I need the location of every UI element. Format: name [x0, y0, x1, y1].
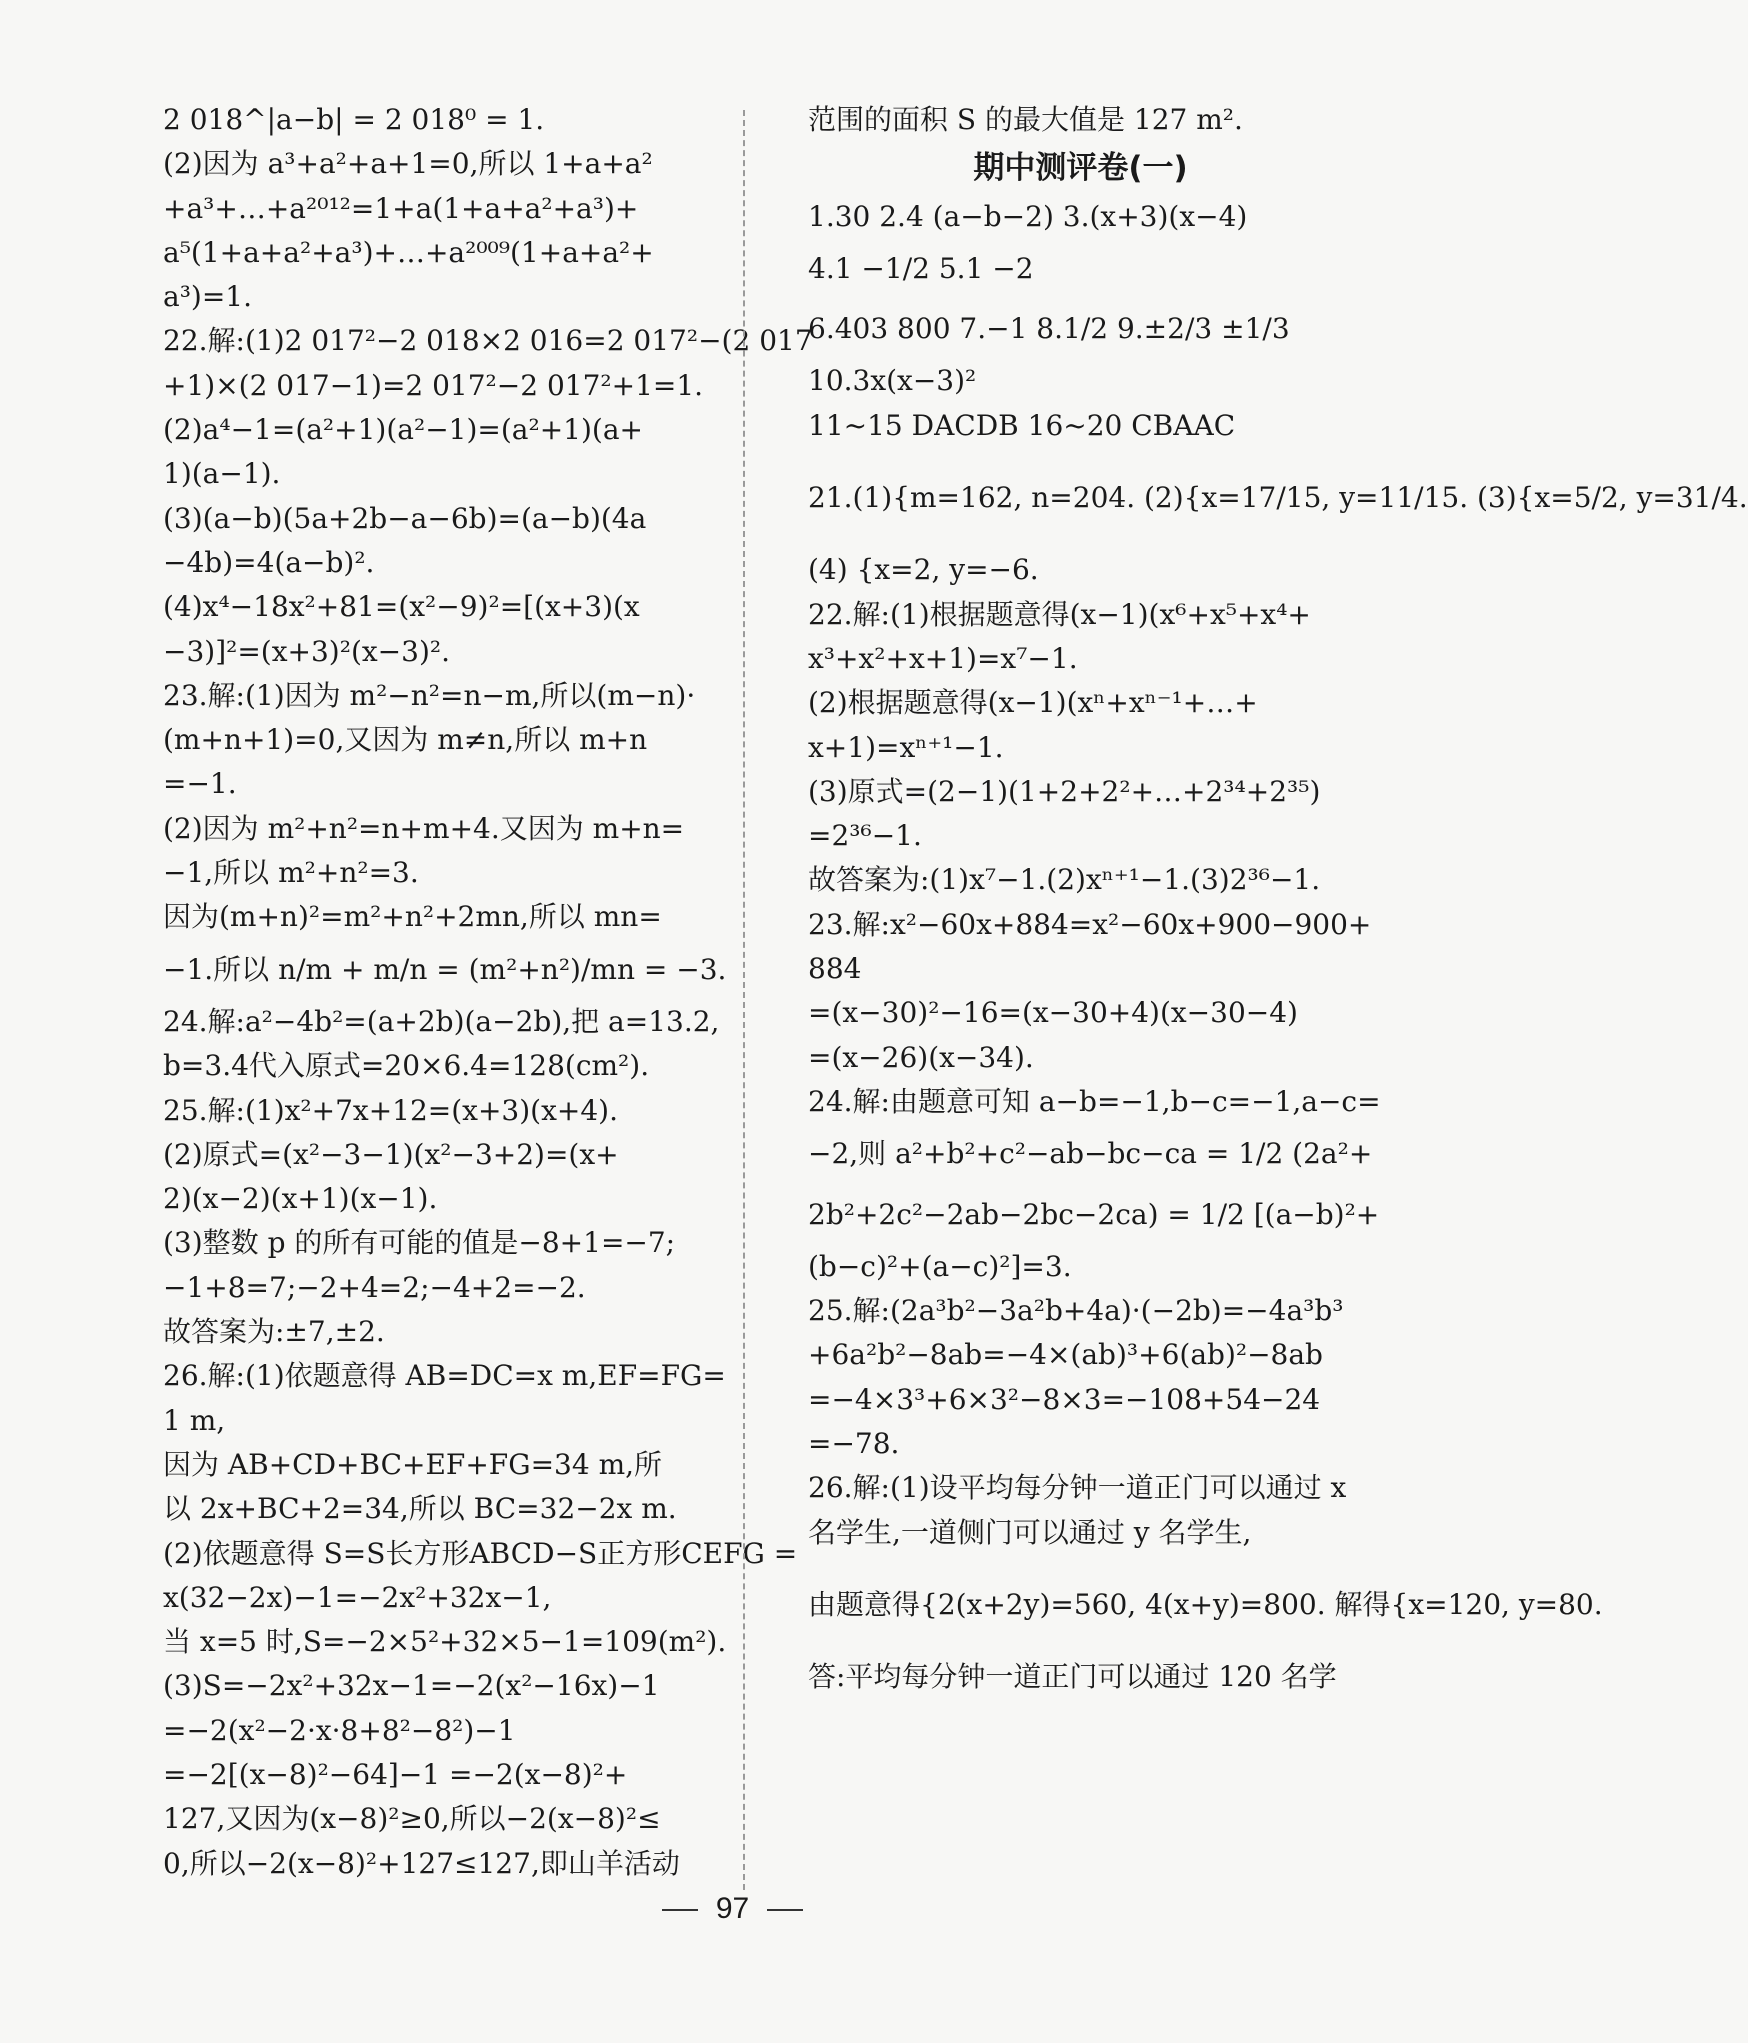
text-line: −1+8=7;−2+4=2;−4+2=−2. — [163, 1270, 586, 1304]
text-line: 答:平均每分钟一道正门可以通过 120 名学 — [808, 1660, 1337, 1694]
text-line: (2)a⁴−1=(a²+1)(a²−1)=(a²+1)(a+ — [163, 413, 643, 447]
text-line: 故答案为:±7,±2. — [163, 1315, 385, 1349]
text-line: 故答案为:(1)x⁷−1.(2)xⁿ⁺¹−1.(3)2³⁶−1. — [808, 863, 1321, 897]
answer-line: 6.403 800 7.−1 8.1/2 9.±2/3 ±1/3 — [808, 312, 1290, 346]
text-line: 当 x=5 时,S=−2×5²+32×5−1=109(m²). — [163, 1625, 727, 1659]
text-line: (3)整数 p 的所有可能的值是−8+1=−7; — [163, 1226, 676, 1260]
text-line: 因为(m+n)²=m²+n²+2mn,所以 mn= — [163, 900, 662, 934]
text-line: 26.解:(1)设平均每分钟一道正门可以通过 x — [808, 1471, 1347, 1505]
text-line: 24.解:a²−4b²=(a+2b)(a−2b),把 a=13.2, — [163, 1004, 720, 1038]
text-line: 25.解:(2a³b²−3a²b+4a)·(−2b)=−4a³b³ — [808, 1294, 1344, 1328]
text-line: +6a²b²−8ab=−4×(ab)³+6(ab)²−8ab — [808, 1338, 1323, 1372]
text-line: a⁵(1+a+a²+a³)+…+a²⁰⁰⁹(1+a+a²+ — [163, 235, 654, 269]
dash-left — [662, 1909, 698, 1911]
text-line: 1)(a−1). — [163, 457, 281, 491]
section-title: 期中测评卷(一) — [973, 150, 1188, 187]
text-line: 2)(x−2)(x+1)(x−1). — [163, 1182, 438, 1216]
text-line: =−4×3³+6×3²−8×3=−108+54−24 — [808, 1382, 1321, 1416]
text-line: −2,则 a²+b²+c²−ab−bc−ca = 1/2 (2a²+ — [808, 1137, 1373, 1171]
answer-line: 1.30 2.4 (a−b−2) 3.(x+3)(x−4) — [808, 199, 1248, 233]
text-line: 26.解:(1)依题意得 AB=DC=x m,EF=FG= — [163, 1359, 726, 1393]
left-column — [163, 103, 813, 1892]
text-line: 0,所以−2(x−8)²+127≤127,即山羊活动 — [163, 1846, 680, 1880]
text-line: 884 — [808, 952, 862, 986]
answer-line: 21.(1){m=162, n=204. (2){x=17/15, y=11/15. (3){x=5/2, y=31/4. — [808, 481, 1748, 515]
text-line: 127,又因为(x−8)²≥0,所以−2(x−8)²≤ — [163, 1802, 661, 1836]
text-line: 23.解:(1)因为 m²−n²=n−m,所以(m−n)· — [163, 678, 696, 712]
text-line: x³+x²+x+1)=x⁷−1. — [808, 641, 1078, 675]
text-line: =2³⁶−1. — [808, 819, 922, 853]
text-line: 因为 AB+CD+BC+EF+FG=34 m,所 — [163, 1447, 663, 1481]
answer-line: 4.1 −1/2 5.1 −2 — [808, 251, 1034, 285]
text-line: 2 018^|a−b| = 2 018⁰ = 1. — [163, 103, 545, 136]
answer-line: 11~15 DACDB 16~20 CBAAC — [808, 408, 1236, 442]
text-line: (2)原式=(x²−3−1)(x²−3+2)=(x+ — [163, 1137, 619, 1171]
answer-line: (4) {x=2, y=−6. — [808, 553, 1039, 587]
text-line: 由题意得{2(x+2y)=560, 4(x+y)=800. 解得{x=120, y=80. — [808, 1587, 1603, 1621]
text-line: −4b)=4(a−b)². — [163, 545, 375, 579]
text-line: −3)]²=(x+3)²(x−3)². — [163, 634, 450, 668]
text-line: 22.解:(1)根据题意得(x−1)(x⁶+x⁵+x⁴+ — [808, 597, 1311, 631]
text-line: −1,所以 m²+n²=3. — [163, 856, 419, 890]
text-line: −1.所以 n/m + m/n = (m²+n²)/mn = −3. — [163, 952, 727, 986]
text-line: 名学生,一道侧门可以通过 y 名学生, — [808, 1515, 1252, 1549]
text-line: (3)(a−b)(5a+2b−a−6b)=(a−b)(4a — [163, 501, 647, 535]
text-line: =−78. — [808, 1427, 900, 1461]
text-line: (3)原式=(2−1)(1+2+2²+…+2³⁴+2³⁵) — [808, 774, 1321, 808]
text-line: =−2[(x−8)²−64]−1 =−2(x−8)²+ — [163, 1757, 628, 1791]
text-line: 范围的面积 S 的最大值是 127 m². — [808, 103, 1243, 136]
text-line: (2)因为 m²+n²=n+m+4.又因为 m+n= — [163, 811, 685, 845]
page-number-text: 97 — [715, 1892, 750, 1925]
text-line: x(32−2x)−1=−2x²+32x−1, — [163, 1580, 552, 1614]
text-line: (b−c)²+(a−c)²]=3. — [808, 1249, 1072, 1283]
text-line: (2)依题意得 S=S长方形ABCD−S正方形CEFG = — [163, 1536, 798, 1570]
text-line: x+1)=xⁿ⁺¹−1. — [808, 730, 1004, 764]
text-line: 22.解:(1)2 017²−2 018×2 016=2 017²−(2 017 — [163, 324, 813, 358]
page-number — [0, 1892, 1465, 1926]
right-column — [808, 103, 1748, 1706]
dash-right — [767, 1909, 803, 1911]
text-line: =−2(x²−2·x·8+8²−8²)−1 — [163, 1713, 516, 1747]
text-line: =(x−30)²−16=(x−30+4)(x−30−4) — [808, 996, 1298, 1030]
text-line: (m+n+1)=0,又因为 m≠n,所以 m+n — [163, 723, 648, 757]
text-line: b=3.4代入原式=20×6.4=128(cm²). — [163, 1049, 650, 1083]
text-line: (4)x⁴−18x²+81=(x²−9)²=[(x+3)(x — [163, 590, 640, 624]
text-line: 24.解:由题意可知 a−b=−1,b−c=−1,a−c= — [808, 1084, 1381, 1118]
text-line: =(x−26)(x−34). — [808, 1040, 1034, 1074]
text-line: (2)因为 a³+a²+a+1=0,所以 1+a+a² — [163, 147, 653, 181]
column-divider — [743, 110, 745, 1890]
text-line: 以 2x+BC+2=34,所以 BC=32−2x m. — [163, 1492, 677, 1526]
text-line: +a³+…+a²⁰¹²=1+a(1+a+a²+a³)+ — [163, 191, 639, 225]
text-line: 25.解:(1)x²+7x+12=(x+3)(x+4). — [163, 1093, 618, 1127]
text-line: (2)根据题意得(x−1)(xⁿ+xⁿ⁻¹+…+ — [808, 686, 1258, 720]
answer-line: 10.3x(x−3)² — [808, 364, 977, 398]
text-line: a³)=1. — [163, 280, 253, 314]
text-line: (3)S=−2x²+32x−1=−2(x²−16x)−1 — [163, 1669, 660, 1703]
text-line: +1)×(2 017−1)=2 017²−2 017²+1=1. — [163, 368, 704, 402]
text-line: 2b²+2c²−2ab−2bc−2ca) = 1/2 [(a−b)²+ — [808, 1197, 1380, 1231]
text-line: 1 m, — [163, 1403, 226, 1437]
text-line: 23.解:x²−60x+884=x²−60x+900−900+ — [808, 907, 1372, 941]
text-line: =−1. — [163, 767, 237, 801]
